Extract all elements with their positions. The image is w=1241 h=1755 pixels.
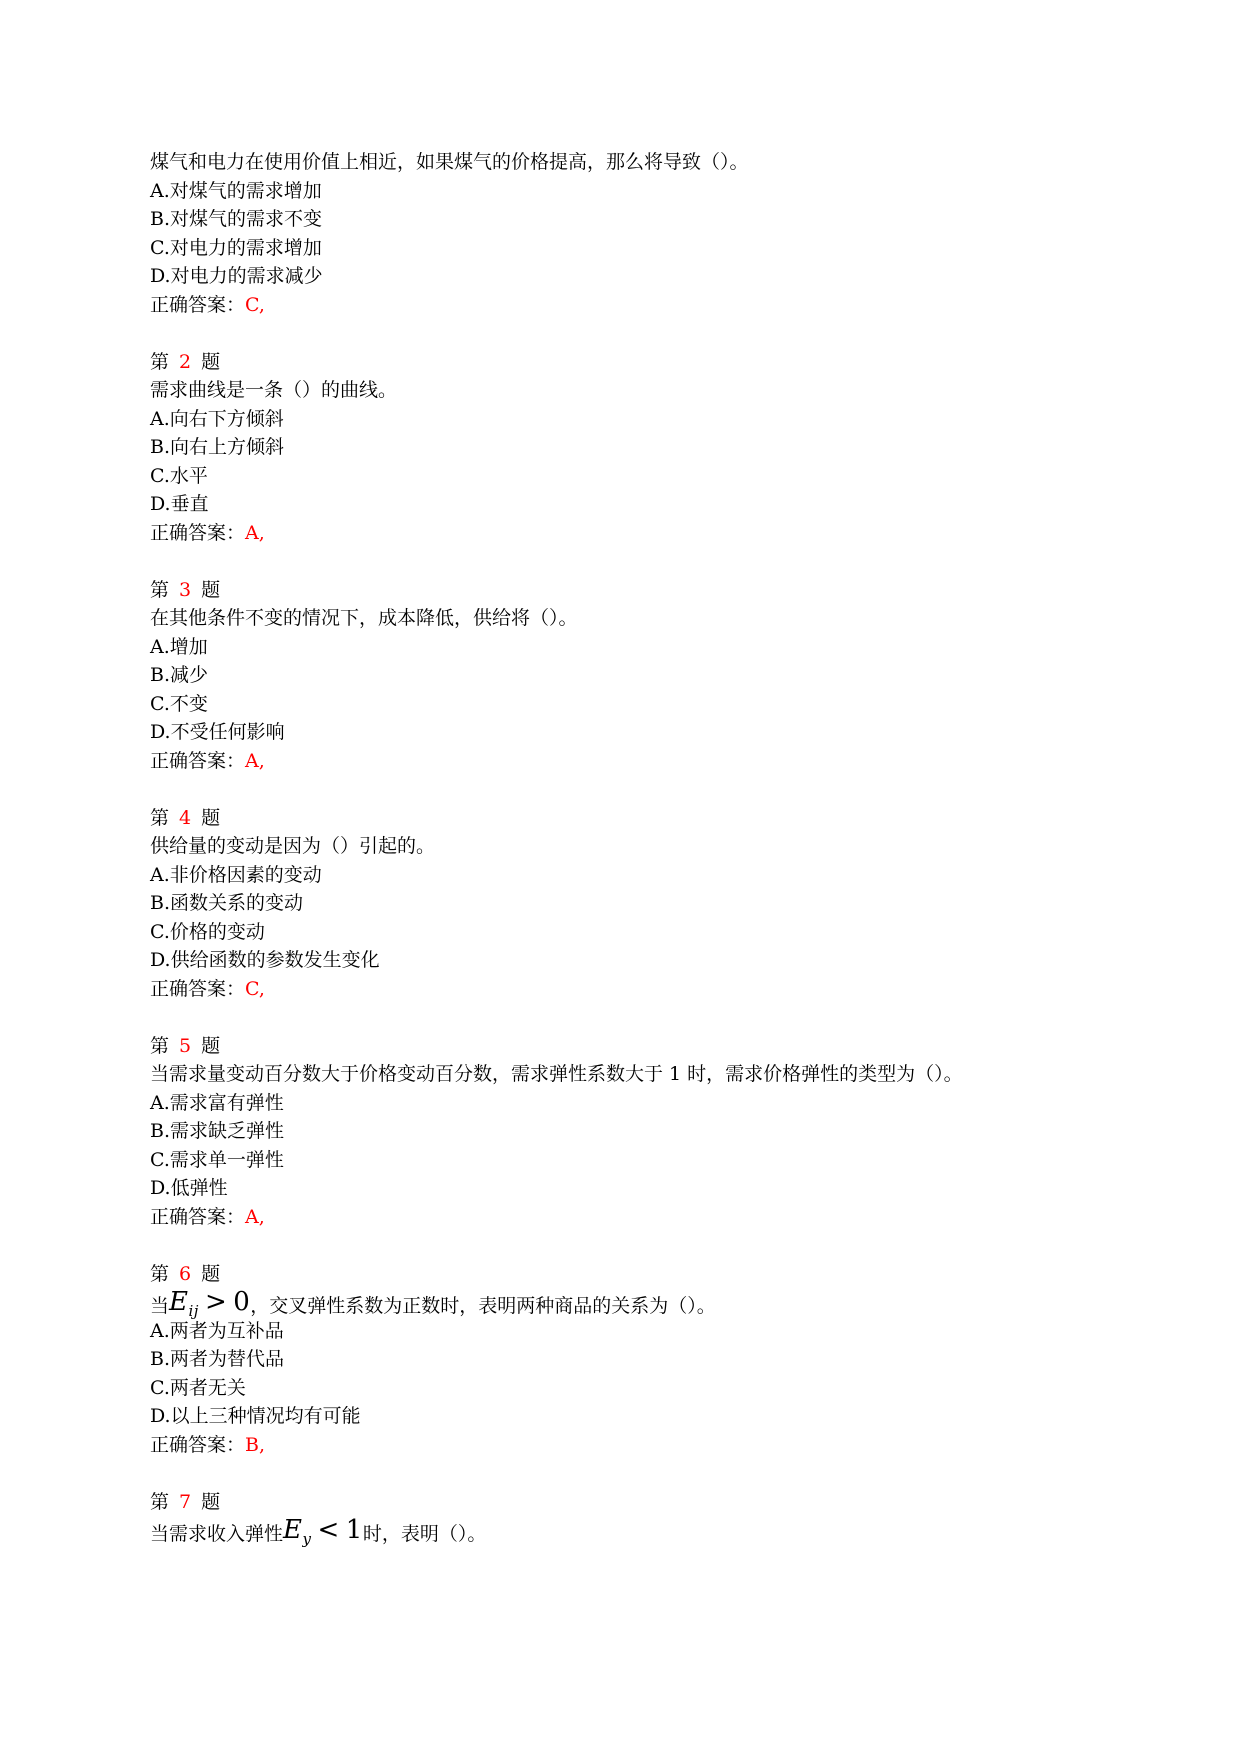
question-header (150, 348, 1050, 377)
question-block (150, 1488, 1050, 1549)
answer-line (150, 519, 1050, 548)
question-stem: 在其他条件不变的情况下，成本降低，供给将（）。 (150, 607, 578, 629)
option-a: A.增加 (150, 635, 208, 658)
math-variable: E (283, 1515, 303, 1545)
option-d: D.以上三种情况均有可能 (150, 1405, 361, 1427)
option-b: B.向右上方倾斜 (150, 436, 285, 458)
option-b: B.函数关系的变动 (150, 892, 304, 914)
option-d: D.对电力的需求减少 (150, 265, 323, 287)
question-header (150, 804, 1050, 833)
question-suffix: 题 (201, 350, 221, 373)
question-header (150, 1488, 1050, 1517)
answer-value: A, (245, 1205, 265, 1228)
answer-value: C, (245, 293, 265, 316)
question-number: 6 (179, 1262, 192, 1285)
answer-line (150, 747, 1050, 776)
option-c: C.价格的变动 (150, 920, 265, 943)
question-stem: 需求曲线是一条（）的曲线。 (150, 379, 398, 401)
question-stem: 供给量的变动是因为（）引起的。 (150, 835, 436, 857)
question-suffix: 题 (201, 806, 221, 829)
question-prefix: 第 (150, 1034, 170, 1057)
question-number: 4 (179, 806, 192, 829)
option-c: C.对电力的需求增加 (150, 236, 322, 259)
option-a: A.向右下方倾斜 (150, 407, 284, 430)
question-number: 5 (179, 1034, 192, 1057)
question-header (150, 576, 1050, 605)
option-d: D.不受任何影响 (150, 721, 285, 743)
option-a: A.需求富有弹性 (150, 1091, 284, 1114)
question-suffix: 题 (201, 1034, 221, 1057)
math-variable: E (169, 1287, 189, 1317)
math-formula (283, 1515, 363, 1549)
math-subscript: y (302, 1530, 312, 1549)
answer-line (150, 1203, 1050, 1232)
question-block (150, 348, 1050, 548)
math-subscript: ij (188, 1302, 199, 1321)
math-value: 0 (233, 1287, 251, 1317)
question-block (150, 1260, 1050, 1460)
stem-prefix: 当需求收入弹性 (150, 1523, 284, 1545)
option-d: D.垂直 (150, 493, 209, 515)
question-stem (150, 1515, 1050, 1549)
option-c: C.需求单一弹性 (150, 1148, 284, 1171)
question-header (150, 1032, 1050, 1061)
math-formula (169, 1287, 251, 1321)
question-block (150, 576, 1050, 776)
question-prefix: 第 (150, 350, 170, 373)
question-prefix: 第 (150, 1490, 170, 1513)
option-c: C.两者无关 (150, 1376, 246, 1399)
question-stem: 当需求量变动百分数大于价格变动百分数，需求弹性系数大于 1 时，需求价格弹性的类型为（）。 (150, 1063, 963, 1085)
question-number: 2 (179, 350, 192, 373)
answer-label: 正确答案： (150, 1433, 246, 1456)
math-operator: < (317, 1515, 340, 1545)
question-block (150, 1032, 1050, 1232)
answer-line (150, 975, 1050, 1004)
answer-value: A, (245, 749, 265, 772)
option-d: D.供给函数的参数发生变化 (150, 949, 380, 971)
answer-label: 正确答案： (150, 1205, 246, 1228)
exam-page (150, 148, 1050, 1549)
option-b: B.减少 (150, 664, 209, 686)
option-b: B.两者为替代品 (150, 1348, 285, 1370)
question-block (150, 804, 1050, 1004)
question-suffix: 题 (201, 1490, 221, 1513)
answer-value: B, (245, 1433, 266, 1456)
question-stem: 煤气和电力在使用价值上相近，如果煤气的价格提高，那么将导致（）。 (150, 151, 749, 173)
answer-label: 正确答案： (150, 293, 246, 316)
answer-label: 正确答案： (150, 977, 246, 1000)
stem-suffix: ，交叉弹性系数为正数时，表明两种商品的关系为（）。 (250, 1295, 716, 1317)
option-b: B.需求缺乏弹性 (150, 1120, 285, 1142)
answer-label: 正确答案： (150, 521, 246, 544)
question-block (150, 148, 1050, 319)
question-stem (150, 1287, 1050, 1321)
answer-value: C, (245, 977, 265, 1000)
question-prefix: 第 (150, 806, 170, 829)
option-a: A.两者为互补品 (150, 1319, 284, 1342)
option-c: C.不变 (150, 692, 208, 715)
stem-prefix: 当 (150, 1295, 170, 1317)
question-prefix: 第 (150, 1262, 170, 1285)
math-operator: > (204, 1287, 228, 1317)
question-prefix: 第 (150, 578, 170, 601)
question-number: 3 (179, 578, 192, 601)
question-header (150, 1260, 1050, 1289)
option-a: A.对煤气的需求增加 (150, 179, 322, 202)
answer-line (150, 1431, 1050, 1460)
answer-value: A, (245, 521, 265, 544)
option-b: B.对煤气的需求不变 (150, 208, 323, 230)
option-c: C.水平 (150, 464, 208, 487)
question-suffix: 题 (201, 1262, 221, 1285)
math-value: 1 (345, 1515, 363, 1545)
option-a: A.非价格因素的变动 (150, 863, 322, 886)
question-suffix: 题 (201, 578, 221, 601)
stem-suffix: 时，表明（）。 (362, 1523, 487, 1545)
option-d: D.低弹性 (150, 1177, 228, 1199)
answer-line (150, 291, 1050, 320)
answer-label: 正确答案： (150, 749, 246, 772)
question-number: 7 (179, 1490, 192, 1513)
